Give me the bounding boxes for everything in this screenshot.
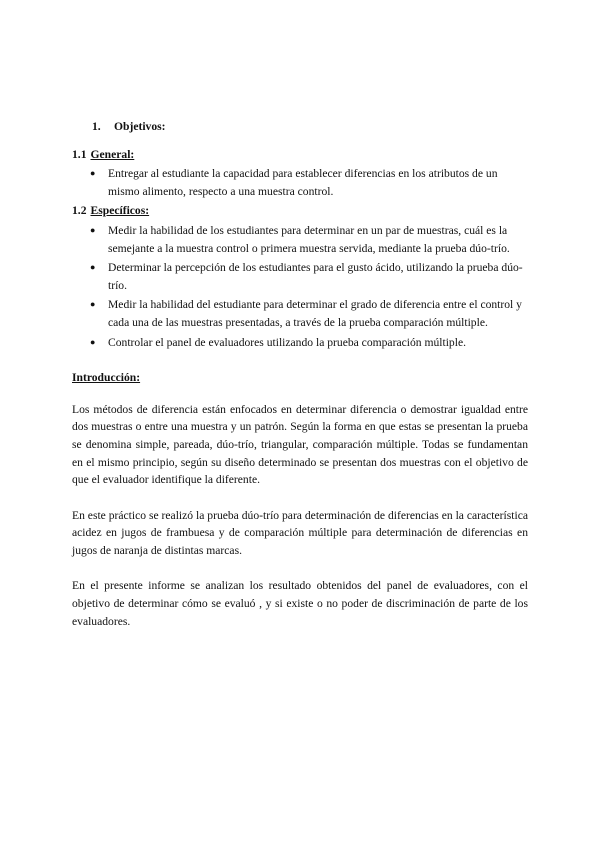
general-list [72,165,528,200]
bullet-icon: ● [90,336,96,347]
heading-general [72,146,528,164]
paragraph: En el presente informe se analizan los resultado obtenidos del panel de evaluadores, con el objetivo de determinar cómo se evaluó , y si existe o no poder de discriminación de parte de los evaluadores. [72,579,528,628]
list-item [72,222,528,257]
document-body [72,118,528,648]
bullet-icon: ● [90,168,96,179]
list-item [72,165,528,200]
list-item-text: Entregar al estudiante la capacidad para establecer diferencias en los atributos de un mismo alimento, respecto a una muestra control. [108,167,498,198]
list-item-text: Medir la habilidad de los estudiantes para determinar en un par de muestras, cuál es la semejante a la muestra control o primera muestra servida, mediante la prueba dúo-trío. [108,223,510,255]
heading-especificos [72,202,528,220]
list-item [72,296,528,331]
list-item-text: Determinar la percepción de los estudiantes para el gusto ácido, utilizando la prueba dúo- trío. [108,261,523,292]
paragraph: En este práctico se realizó la prueba dúo-trío para determinación de diferencias en la característica acidez en jugos de frambuesa y de comparación múltiple para determinación de diferencias en jugos de naranja de distintas marcas. [72,508,528,557]
heading-general-number: 1.1 [72,147,87,161]
list-item [72,334,528,352]
heading-especificos-title: Específicos: [90,204,150,218]
list-item [72,259,528,294]
bullet-icon: ● [90,224,96,235]
heading-objetivos-number: 1. [92,120,101,133]
heading-introduccion: Introducción: [72,371,141,385]
bullet-icon: ● [90,262,96,273]
heading-especificos-number: 1.2 [72,204,87,218]
paragraph: Los métodos de diferencia están enfocados en determinar diferencia o demostrar igualdad entre dos muestras o entre una muestra y un patrón. Según la forma en que estas se presentan la prueba se denomina simple, pareada, dúo-trío, triangular, comparación múltiple. Todas se fundamentan en el mismo principio, según su diseño determinado se presentan dos muestras con el objetivo de que el evaluador identifique la diferente. [72,402,528,487]
heading-general-title: General: [90,147,135,161]
heading-objetivos [92,118,528,136]
bullet-icon: ● [90,299,96,310]
heading-objetivos-title: Objetivos: [114,120,166,133]
especificos-list [72,222,528,351]
list-item-text: Medir la habilidad del estudiante para determinar el grado de diferencia entre el control y cada una de las muestras presentadas, a través de la prueba comparación múltiple. [108,298,522,329]
list-item-text: Controlar el panel de evaluadores utilizando la prueba comparación múltiple. [108,335,466,349]
